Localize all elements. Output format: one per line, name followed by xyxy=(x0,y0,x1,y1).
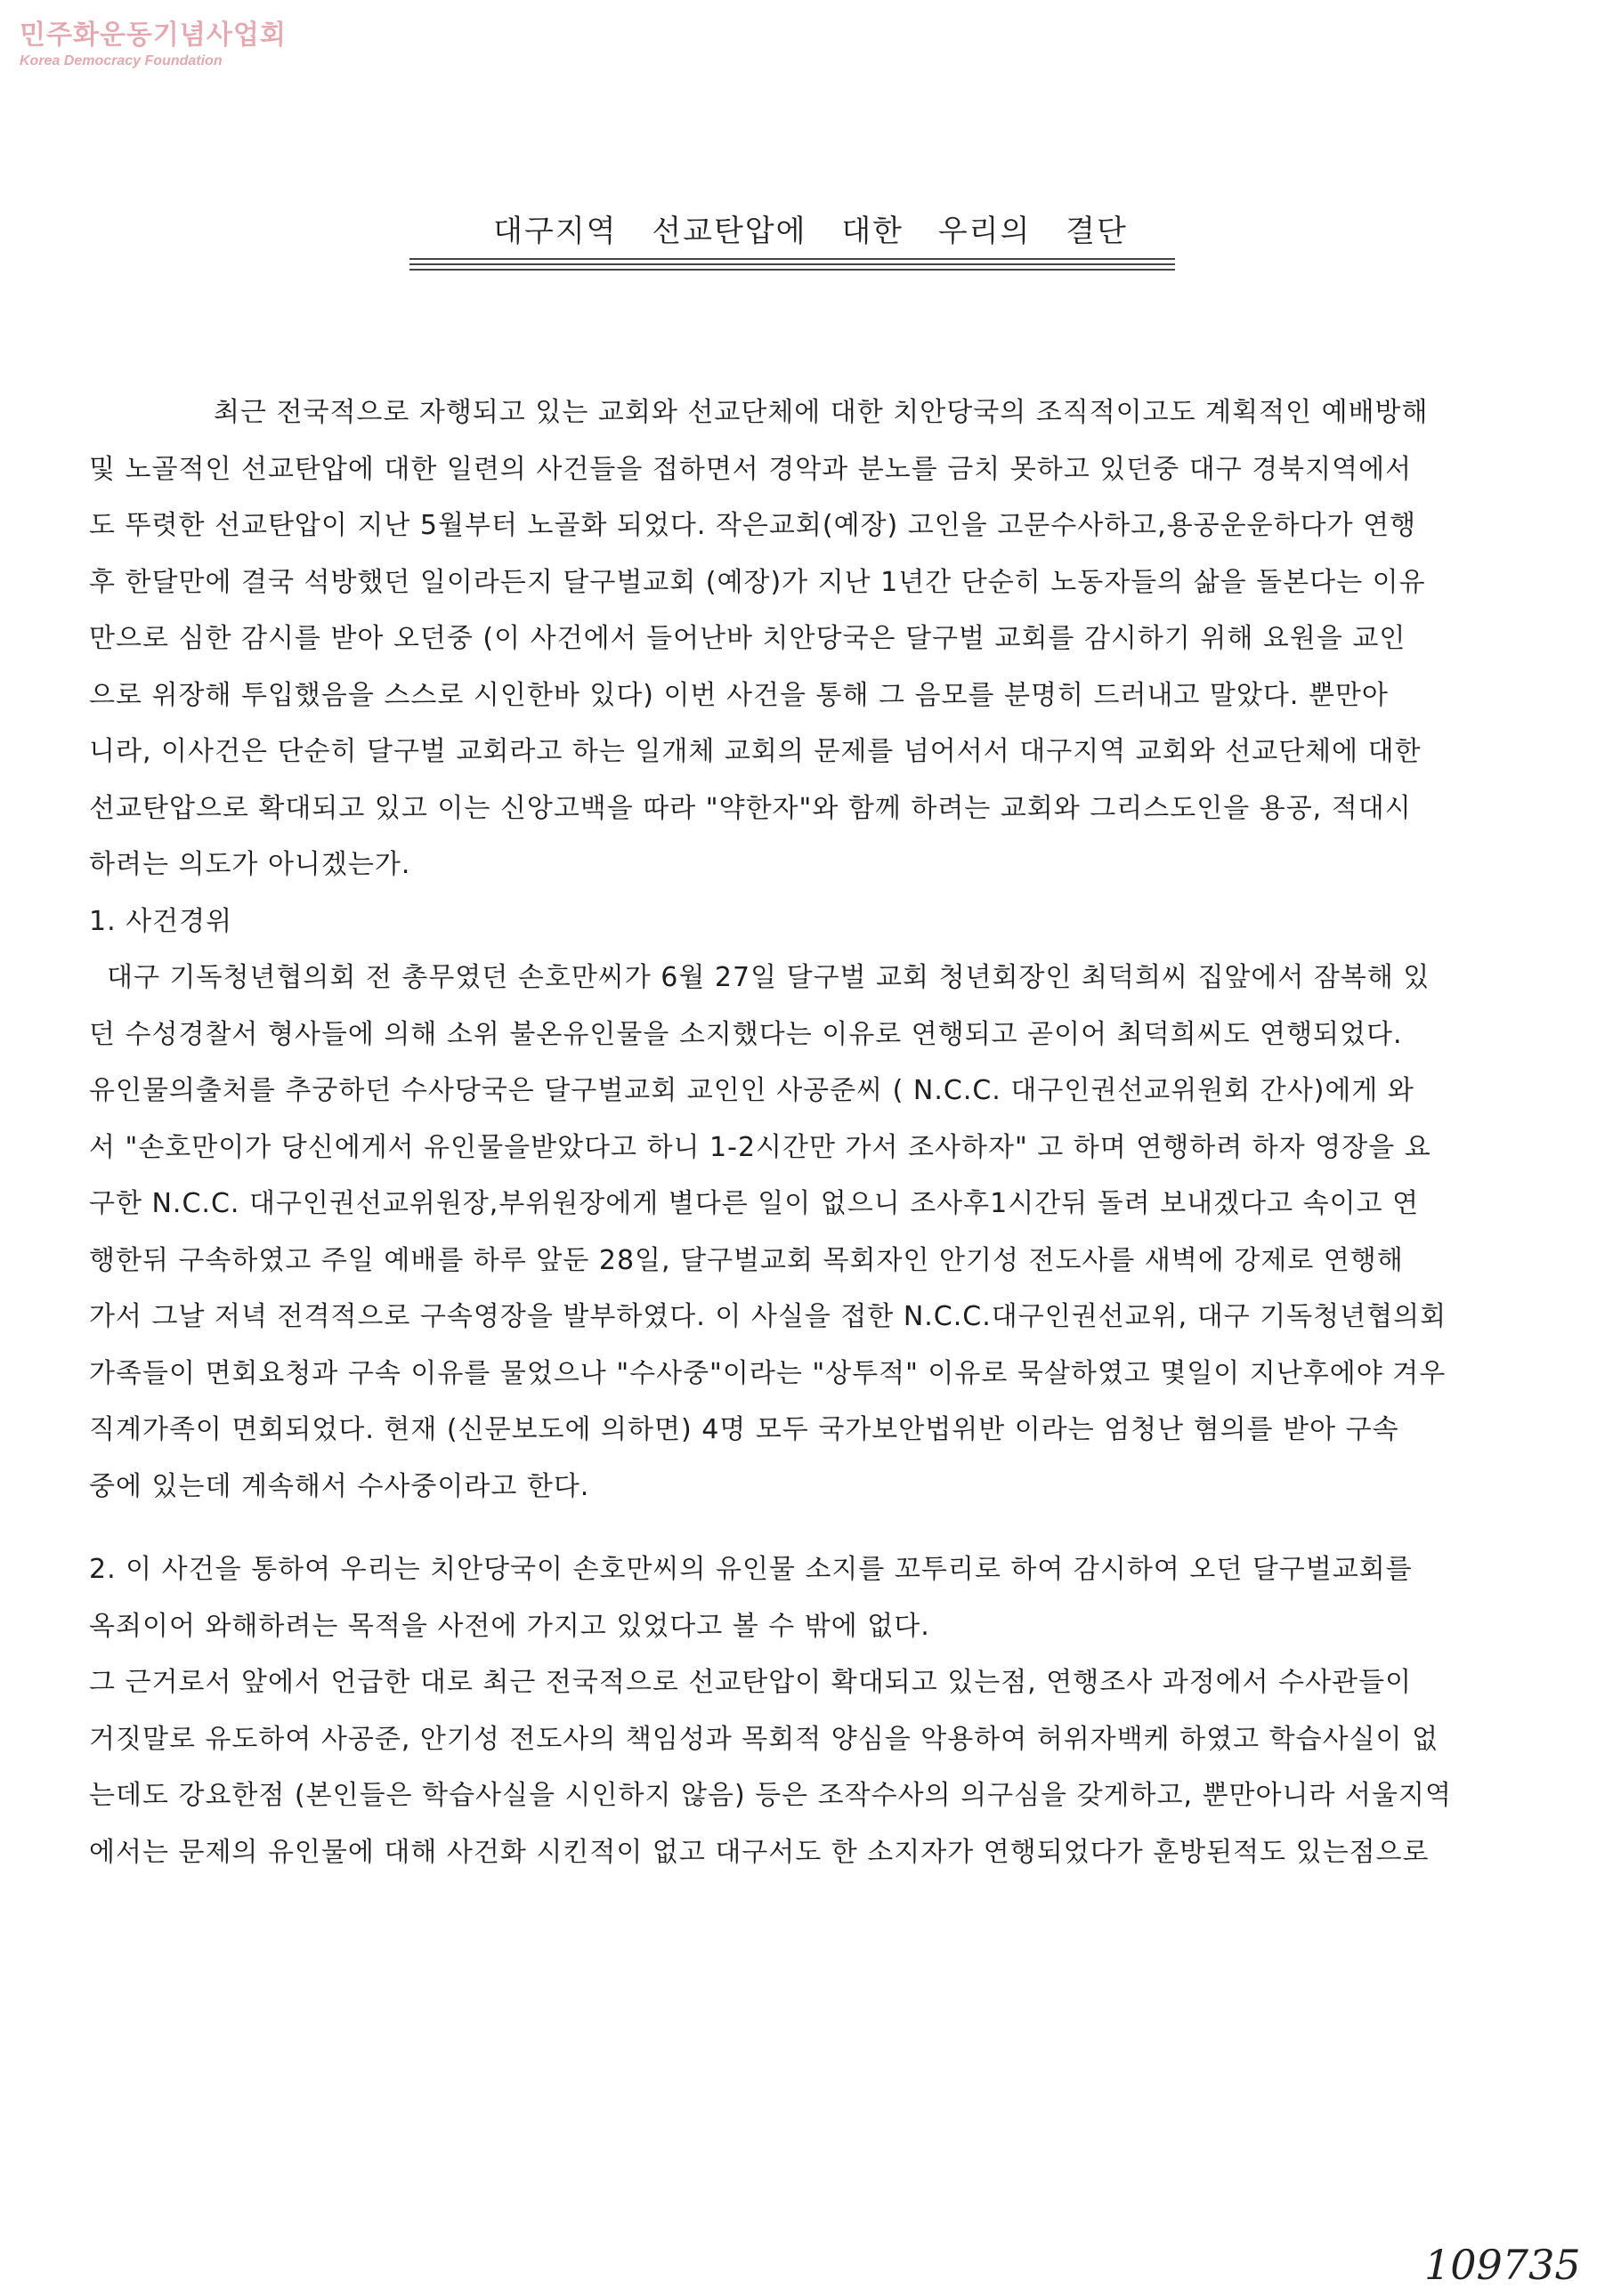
spacer xyxy=(89,1515,1531,1541)
text-line: 행한뒤 구속하였고 주일 예배를 하루 앞둔 28일, 달구벌교회 목회자인 안기성 전도사를 새벽에 강제로 연행해 xyxy=(89,1244,1404,1276)
text-line: 대구 기독청년협의회 전 총무였던 손호만씨가 6월 27일 달구벌 교회 청년회장인 최덕희씨 집앞에서 잠복해 있 xyxy=(107,962,1431,993)
watermark xyxy=(20,12,287,69)
document-title: 대구지역 선교탄압에 대한 우리의 결단 xyxy=(493,214,1128,249)
text-line: 니라, 이사건은 단순히 달구벌 교회라고 하는 일개체 교회의 문제를 넘어서서 대구지역 교회와 선교단체에 대한 xyxy=(89,736,1422,767)
text-line: 던 수성경찰서 형사들에 의해 소위 불온유인물을 소지했다는 이유로 연행되고 곧이어 최덕희씨도 연행되었다. xyxy=(89,1018,1403,1050)
section1-paragraph xyxy=(89,950,1531,1515)
intro-paragraph xyxy=(89,384,1531,893)
text-line: 가서 그날 저녁 전격적으로 구속영장을 발부하였다. 이 사실을 접한 N.C.C.대구인권선교위, 대구 기독청년협의회 xyxy=(89,1301,1447,1332)
title-underline xyxy=(409,269,1175,271)
page-number: 109735 xyxy=(1424,2241,1581,2289)
text-line: 도 뚜렷한 선교탄압이 지난 5월부터 노골화 되었다. 작은교회(예장) 고인을 고문수사하고,용공운운하다가 연행 xyxy=(89,510,1417,541)
text-line: 서 "손호만이가 당신에게서 유인물을받았다고 하니 1-2시간만 가서 조사하자" 고 하며 연행하려 하자 영장을 요 xyxy=(89,1131,1431,1163)
text-line: 직계가족이 면회되었다. 현재 (신문보도에 의하면) 4명 모두 국가보안법위반 이라는 엄청난 혐의를 받아 구속 xyxy=(89,1414,1399,1445)
text-line: 는데도 강요한점 (본인들은 학습사실을 시인하지 않음) 등은 조작수사의 의구심을 갖게하고, 뿐만아니라 서울지역 xyxy=(89,1780,1452,1811)
text-line: 후 한달만에 결국 석방했던 일이라든지 달구벌교회 (예장)가 지난 1년간 단순히 노동자들의 삶을 돌본다는 이유 xyxy=(89,566,1426,598)
text-line: 옥죄이어 와해하려는 목적을 사전에 가지고 있었다고 볼 수 밖에 없다. xyxy=(89,1610,930,1642)
title-underline xyxy=(409,263,1175,265)
section-heading: 1. 사건경위 xyxy=(89,905,233,937)
text-line: 으로 위장해 투입했음을 스스로 시인한바 있다) 이번 사건을 통해 그 음모를 분명히 드러내고 말았다. 뿐만아 xyxy=(89,679,1389,711)
text-line: 유인물의출처를 추궁하던 수사당국은 달구벌교회 교인인 사공준씨 ( N.C.C. 대구인권선교위원회 간사)에게 와 xyxy=(89,1075,1414,1106)
text-line: 최근 전국적으로 자행되고 있는 교회와 선교단체에 대한 치안당국의 조직적이고도 계획적인 예배방해 xyxy=(214,397,1429,428)
text-line: 중에 있는데 계속해서 수사중이라고 한다. xyxy=(89,1470,590,1502)
text-line: 2. 이 사건을 통하여 우리는 치안당국이 손호만씨의 유인물 소지를 꼬투리로 하여 감시하여 오던 달구벌교회를 xyxy=(89,1554,1413,1585)
text-line: 구한 N.C.C. 대구인권선교위원장,부위원장에게 별다른 일이 없으니 조사후1시간뒤 돌려 보내겠다고 속이고 연 xyxy=(89,1188,1420,1219)
section2-paragraph xyxy=(89,1541,1531,1880)
watermark-korean: 민주화운동기념사업회 xyxy=(20,20,287,51)
text-line: 거짓말로 유도하여 사공준, 안기성 전도사의 책임성과 목회적 양심을 악용하여 허위자백케 하였고 학습사실이 없 xyxy=(89,1723,1439,1755)
title-underline xyxy=(409,258,1175,260)
text-line: 만으로 심한 감시를 받아 오던중 (이 사건에서 들어난바 치안당국은 달구벌 교회를 감시하기 위해 요원을 교인 xyxy=(89,623,1406,654)
text-line: 하려는 의도가 아니겠는가. xyxy=(89,849,411,880)
watermark-english: Korea Democracy Foundation xyxy=(20,53,223,69)
text-line: 에서는 문제의 유인물에 대해 사건화 시킨적이 없고 대구서도 한 소지자가 연행되었다가 훈방된적도 있는점으로 xyxy=(89,1836,1430,1868)
text-line: 및 노골적인 선교탄압에 대한 일련의 사건들을 접하면서 경악과 분노를 금치 못하고 있던중 대구 경북지역에서 xyxy=(89,453,1413,485)
text-line: 그 근거로서 앞에서 언급한 대로 최근 전국적으로 선교탄압이 확대되고 있는점, 연행조사 과정에서 수사관들이 xyxy=(89,1667,1413,1698)
text-line: 선교탄압으로 확대되고 있고 이는 신앙고백을 따라 "약한자"와 함께 하려는 교회와 그리스도인을 용공, 적대시 xyxy=(89,792,1412,824)
text-line: 가족들이 면회요청과 구속 이유를 물었으나 "수사중"이라는 "상투적" 이유로 묵살하였고 몇일이 지난후에야 겨우 xyxy=(89,1357,1447,1389)
document-body xyxy=(89,384,1531,1880)
